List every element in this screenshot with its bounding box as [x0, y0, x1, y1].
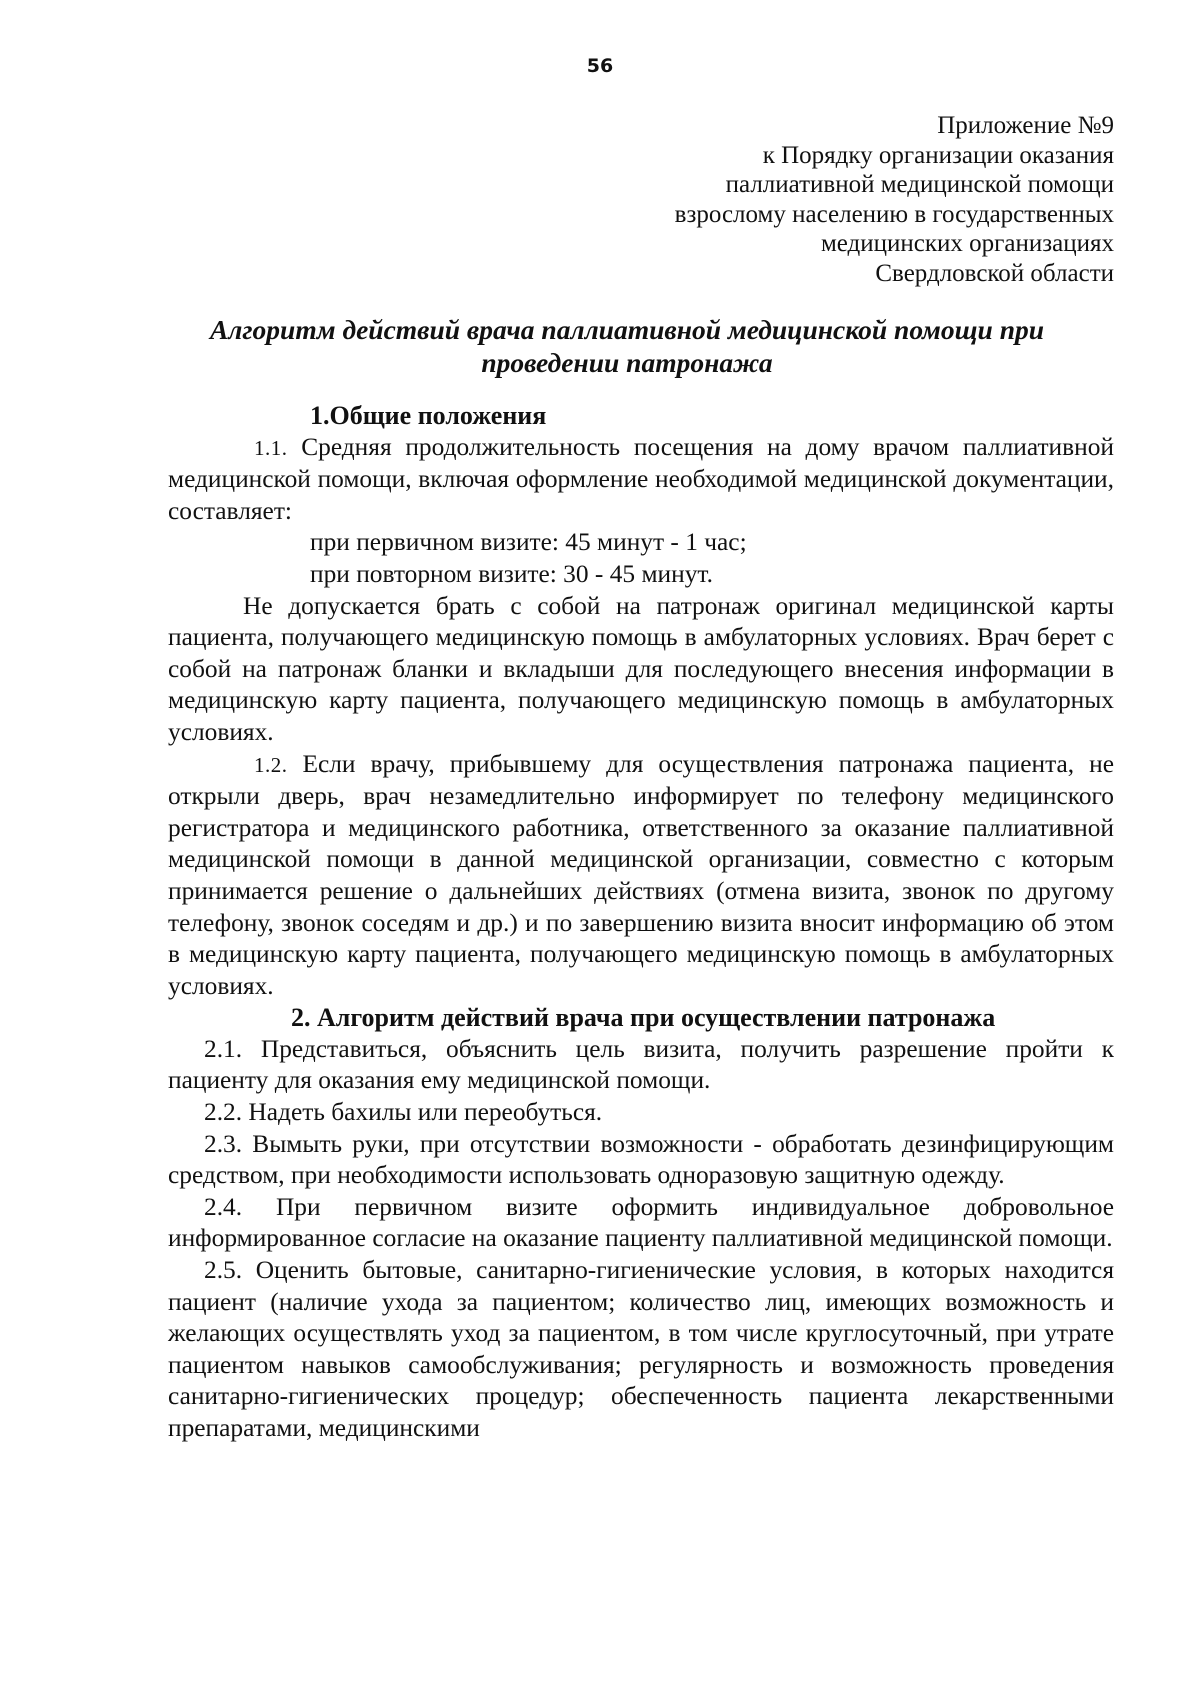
paragraph-text: Если врачу, прибывшему для осуществления патронажа пациента, не открыли дверь, врач незамедлительно информирует по телефону медицинского регистратора и медицинского работника, ответственного за оказание паллиативной медицинской помощи в данной медицинской организации, совместно с которым принимается решение о дальнейших действиях (отмена визита, звонок по другому телефону, звонок соседям и др.) и по завершению визита вносит информацию об этом в медицинскую карту пациента, получающего медицинскую помощь в амбулаторных условиях.	[168, 749, 1114, 1000]
list-item: 2.1. Представиться, объяснить цель визита, получить разрешение пройти к пациенту для оказания ему медицинской помощи.	[168, 1034, 1114, 1095]
list-item: 2.2. Надеть бахилы или переобуться.	[204, 1098, 603, 1127]
document-title-line: проведении патронажа	[481, 347, 773, 378]
list-item: 2.5. Оценить бытовые, санитарно-гигиенические условия, в которых находится пациент (наличие ухода за пациентом; количество лиц, имеющих возможность и желающих осуществлять уход за пациентом, в том числе круглосуточный, при утрате пациентом навыков самообслуживания; регулярность и возможность проведения санитарно-гигиенических процедур; обеспеченность пациента лекарственными препаратами, медицинскими	[168, 1256, 1114, 1442]
list-item: 2.3. Вымыть руки, при отсутствии возможности - обработать дезинфицирующим средством, при необходимости использовать одноразовую защитную одежду.	[168, 1129, 1114, 1190]
appendix-line: Приложение №9	[937, 112, 1114, 139]
appendix-line: паллиативной медицинской помощи	[725, 171, 1114, 198]
paragraph-number: 1.2.	[254, 752, 288, 777]
paragraph-text: Средняя продолжительность посещения на дому врачом паллиативной медицинской помощи, включая оформление необходимой медицинской документации, составляет:	[168, 432, 1114, 525]
page-number: 56	[586, 55, 614, 77]
visit-duration-first: при первичном визите: 45 минут - 1 час;	[310, 528, 747, 557]
list-item: 2.4. При первичном визите оформить индивидуальное добровольное информированное согласие на оказание пациенту паллиативной медицинской помощи.	[168, 1192, 1114, 1253]
visit-duration-repeat: при повторном визите: 30 - 45 минут.	[310, 559, 713, 588]
document-title	[140, 313, 1114, 379]
paragraph-1-1	[168, 432, 1114, 528]
section-heading-algorithm: 2. Алгоритм действий врача при осуществлении патронажа	[291, 1003, 996, 1033]
appendix-line: медицинских организациях	[820, 230, 1114, 257]
appendix-line: к Порядку организации оказания	[762, 141, 1114, 169]
section-heading-general: 1.Общие положения	[310, 401, 547, 430]
document-body	[168, 400, 1114, 1445]
paragraph-1-2	[168, 749, 1114, 1003]
paragraph-forbid-original: Не допускается брать с собой на патронаж оригинал медицинской карты пациента, получающего медицинскую помощь в амбулаторных условиях. Врач берет с собой на патронаж бланки и вкладыши для последующего внесения информации в медицинскую карту пациента, получающего медицинскую помощь в амбулаторных условиях.	[168, 591, 1114, 746]
paragraph-number: 1.1.	[254, 435, 288, 460]
appendix-line: взрослому населению в государственных	[674, 200, 1114, 228]
appendix-line: Свердловской области	[875, 259, 1114, 287]
document-title-line: Алгоритм действий врача паллиативной медицинской помощи при	[209, 314, 1045, 345]
appendix-block	[554, 111, 1114, 288]
